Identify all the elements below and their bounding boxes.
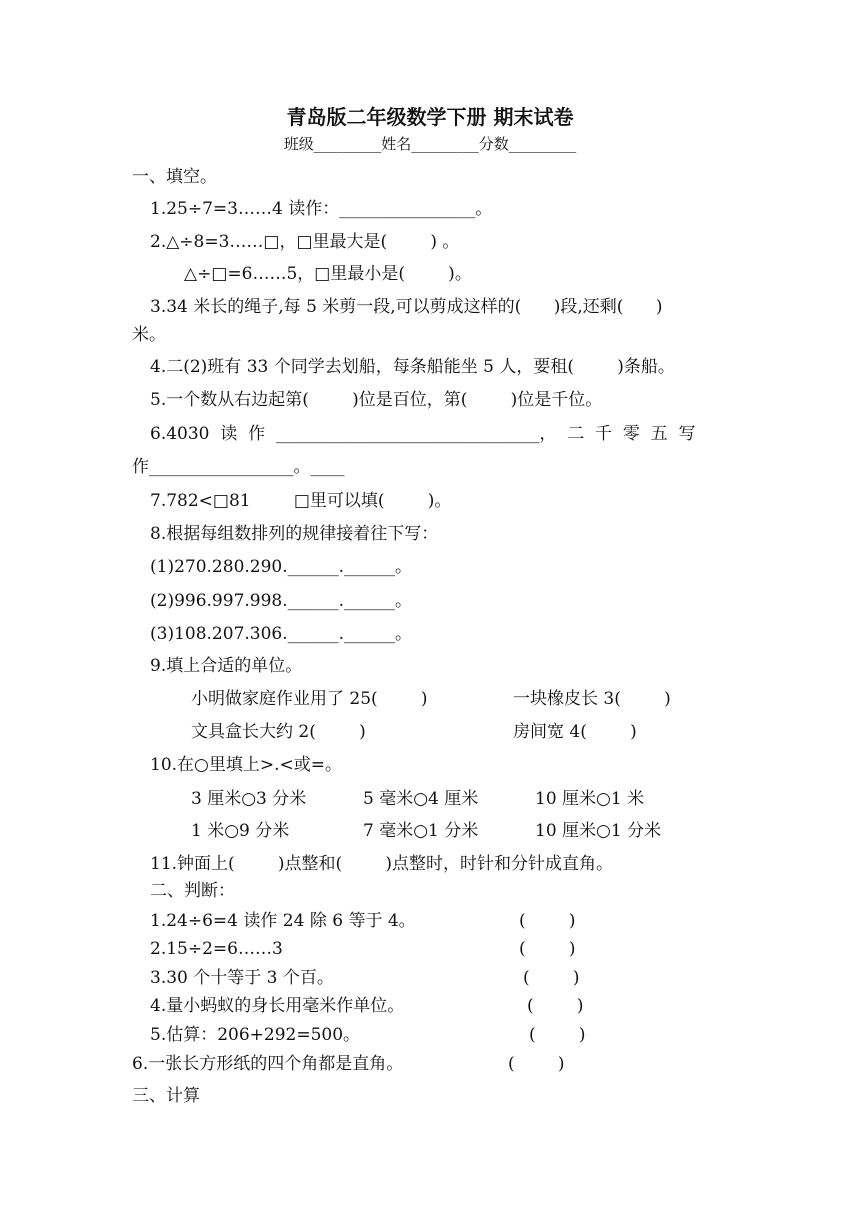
judge-item-5: 5.估算：206+292=500。	[150, 1025, 361, 1045]
judge-item-3: 3.30 个十等于 3 个百。	[150, 968, 334, 988]
section-2-heading: 二、判断：	[150, 881, 235, 901]
q10-item-4: 1 米○9 分米	[191, 821, 290, 841]
question-4: 4.二(2)班有 33 个同学去划船，每条船能坐 5 人，要租( )条船。	[150, 357, 675, 377]
question-10: 10.在○里填上>.<或=。	[150, 755, 343, 775]
judge-bracket-6: ( )	[508, 1054, 565, 1074]
question-2b: △÷□=6……5，□里最小是( )。	[184, 264, 472, 284]
question-9: 9.填上合适的单位。	[150, 656, 303, 676]
q10-item-1: 3 厘米○3 分米	[191, 789, 307, 809]
judge-bracket-1: ( )	[519, 911, 576, 931]
question-8-1: (1)270.280.290.______.______。	[150, 557, 413, 577]
question-8: 8.根据每组数排列的规律接着往下写：	[150, 524, 439, 544]
question-6a: 6.4030 读 作 _______________________________， 二 千 零 五 写	[150, 424, 696, 444]
q9-item-eraser: 一块橡皮长 3( )	[513, 689, 671, 709]
question-11: 11.钟面上( )点整和( )点整时，时针和分针成直角。	[150, 854, 614, 874]
judge-item-6: 6.一张长方形纸的四个角都是直角。	[132, 1054, 404, 1074]
page-title: 青岛版二年级数学下册 期末试卷	[286, 105, 574, 129]
q10-item-5: 7 毫米○1 分米	[363, 821, 479, 841]
q9-item-pencil-box: 文具盒长大约 2( )	[191, 722, 366, 742]
question-6b: 作_________________。____	[132, 457, 345, 477]
question-7: 7.782<□81 □里可以填( )。	[150, 491, 452, 511]
question-1: 1.25÷7=3……4 读作：________________。	[150, 199, 493, 219]
section-3-heading: 三、计算	[132, 1086, 200, 1106]
q10-item-6: 10 厘米○1 分米	[535, 821, 662, 841]
student-info-line: 班级_________姓名_________分数_________	[283, 135, 577, 153]
question-5: 5.一个数从右边起第( )位是百位，第( )位是千位。	[150, 390, 603, 410]
judge-item-2: 2.15÷2=6……3	[150, 939, 283, 959]
judge-bracket-3: ( )	[523, 968, 580, 988]
q10-item-2: 5 毫米○4 厘米	[363, 789, 479, 809]
judge-bracket-4: ( )	[527, 996, 584, 1016]
judge-item-4: 4.量小蚂蚁的身长用毫米作单位。	[150, 996, 405, 1016]
question-2a: 2.△÷8=3……□，□里最大是( ) 。	[150, 232, 460, 252]
q10-item-3: 10 厘米○1 米	[535, 789, 645, 809]
question-3b: 米。	[132, 325, 166, 345]
judge-bracket-2: ( )	[519, 939, 576, 959]
judge-bracket-5: ( )	[529, 1025, 586, 1045]
q9-item-room: 房间宽 4( )	[513, 722, 637, 742]
question-8-3: (3)108.207.306.______.______。	[150, 624, 413, 644]
judge-item-1: 1.24÷6=4 读作 24 除 6 等于 4。	[150, 911, 416, 931]
question-8-2: (2)996.997.998.______.______。	[150, 591, 413, 611]
question-3a: 3.34 米长的绳子,每 5 米剪一段,可以剪成这样的( )段,还剩( )	[150, 297, 663, 317]
q9-item-homework: 小明做家庭作业用了 25( )	[191, 689, 428, 709]
section-1-heading: 一、填空。	[132, 167, 217, 187]
